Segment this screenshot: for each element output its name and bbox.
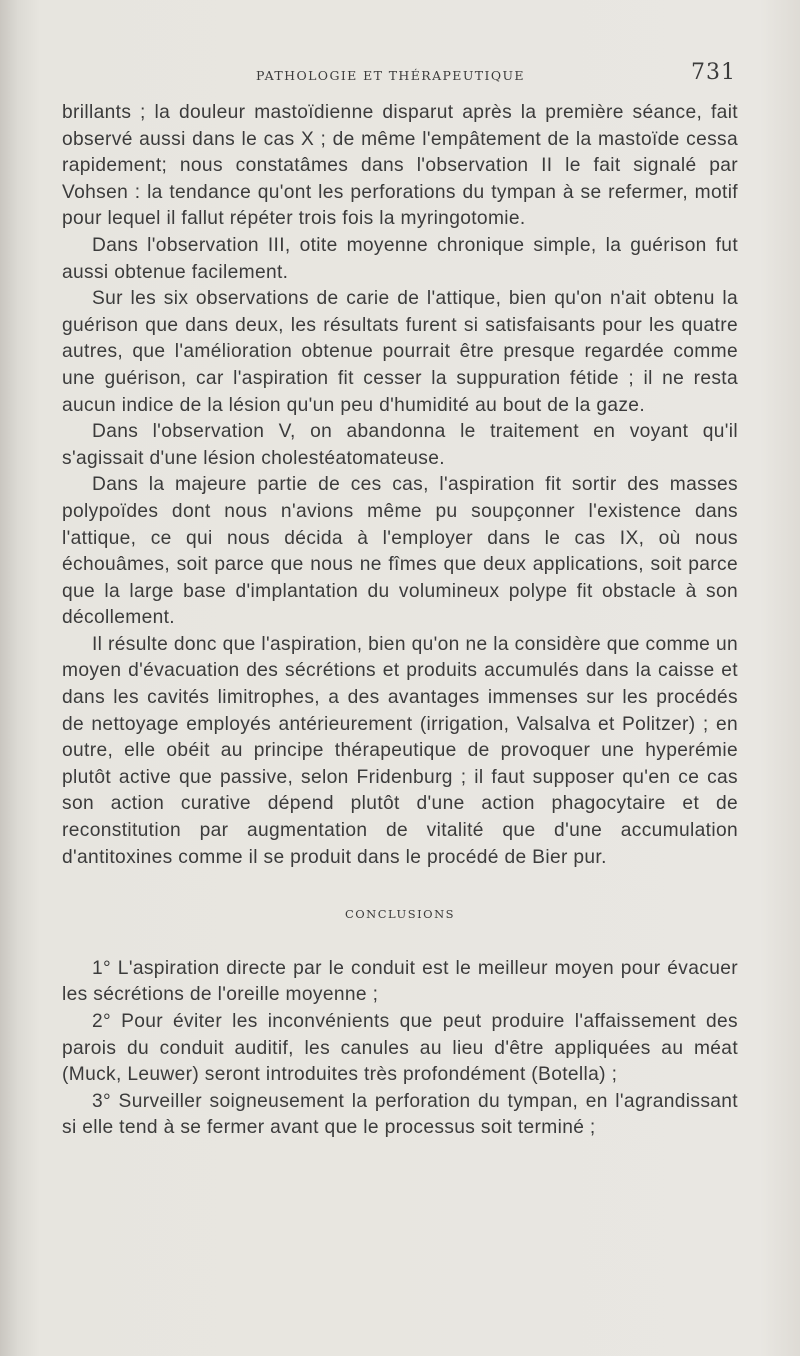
paragraph: Dans l'observation III, otite moyenne chronique simple, la guérison fut aussi obtenue facilement.: [62, 234, 738, 283]
page-header: [256, 60, 736, 90]
running-head: PATHOLOGIE ET THÉRAPEUTIQUE: [256, 68, 525, 83]
conclusion-item: 2° Pour éviter les inconvénients que peut produire l'affaissement des parois du conduit auditif, les canules au lieu d'être appliquées au méat (Muck, Leuwer) seront introduites très profondément (Botella) ;: [62, 1011, 738, 1086]
paragraph: Sur les six observations de carie de l'attique, bien qu'on n'ait obtenu la guérison que dans deux, les résultats furent si satisfaisants pour les quatre autres, que l'amélioration obtenue pourrait être presque regardée comme une guérison, car l'aspiration fit cesser la suppuration fétide ; il ne resta aucun indice de la lésion qu'un peu d'humidité au bout de la gaze.: [62, 288, 738, 416]
conclusion-item: 1° L'aspiration directe par le conduit est le meilleur moyen pour évacuer les sécrétions de l'oreille moyenne ;: [62, 957, 738, 1006]
body-text: [62, 100, 738, 1142]
page-number: 731: [691, 60, 736, 85]
paragraph: Il résulte donc que l'aspiration, bien qu'on ne la considère que comme un moyen d'évacuation des sécrétions et produits accumulés dans la caisse et dans les cavités limitrophes, a des avantages immenses sur les procédés de nettoyage employés antérieurement (irrigation, Valsalva et Politzer) ; en outre, elle obéit au principe thérapeutique de provoquer une hyperémie plutôt active que passive, selon Fridenburg ; il faut supposer qu'en ce cas son action curative dépend plutôt d'une action phagocytaire et de reconstitution par augmentation de vitalité que d'une accumulation d'antitoxines comme il se produit dans le procédé de Bier pur.: [62, 633, 738, 868]
conclusion-item: 3° Surveiller soigneusement la perforation du tympan, en l'agrandissant si elle tend à se fermer avant que le processus soit terminé ;: [62, 1090, 738, 1139]
paragraph: Dans la majeure partie de ces cas, l'aspiration fit sortir des masses polypoïdes dont nous n'avions même pu soupçonner l'existence dans l'attique, ce qui nous décida à l'employer dans le cas IX, où nous échouâmes, soit parce que nous ne fîmes que deux applications, soit parce que la large base d'implantation du volumineux polype fit obstacle à son décollement.: [62, 474, 738, 629]
section-heading: CONCLUSIONS: [344, 907, 456, 922]
paragraph: Dans l'observation V, on abandonna le traitement en voyant qu'il s'agissait d'une lésion cholestéatomateuse.: [62, 421, 738, 469]
paragraph: brillants ; la douleur mastoïdienne disparut après la première séance, fait observé aussi dans le cas X ; de même l'empâtement de la mastoïde cessa rapidement; nous constatâmes dans l'observation II le fait signalé par Vohsen : la tendance qu'ont les perforations du tympan à se refermer, motif pour lequel il fallut répéter trois fois la myringotomie.: [62, 102, 738, 230]
